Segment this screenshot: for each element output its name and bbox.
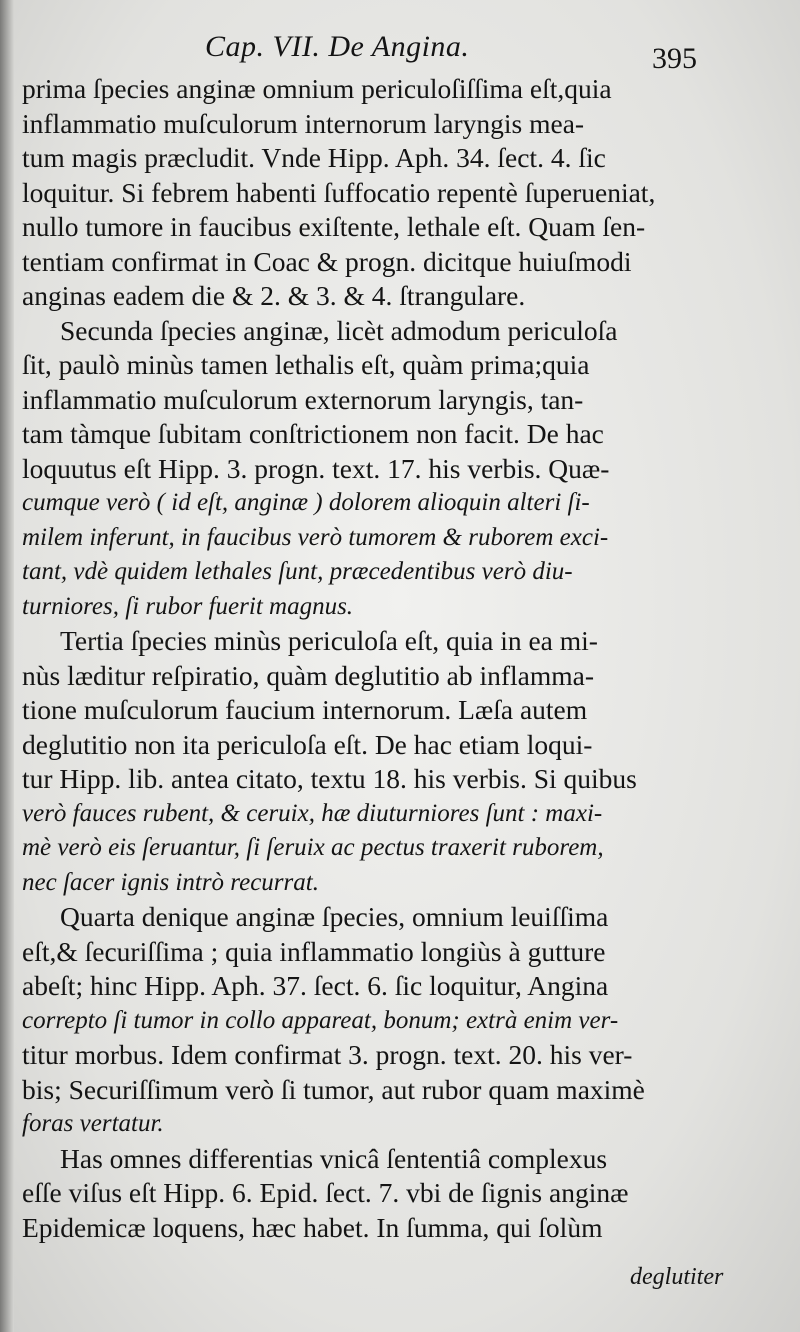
- text-line: deglutitio non ita periculoſa eſt. De hac etiam loqui-: [22, 728, 593, 760]
- page-header: [0, 26, 800, 76]
- text-line: ſit, paulò minùs tamen lethalis eſt, quàm prima;quia: [22, 349, 590, 380]
- paragraph-start-line: Quarta denique anginæ ſpecies, omnium leuiſſima: [60, 901, 609, 932]
- text-line: Epidemicæ loquens, hæc habet. In ſumma, qui ſolùm: [22, 1211, 603, 1243]
- paragraph-start-line: Tertia ſpecies minùs periculoſa eſt, quia in ea mi-: [60, 625, 598, 656]
- text-line: abeſt; hinc Hipp. Aph. 37. ſect. 6. ſic loquitur, Angina: [22, 970, 609, 1001]
- text-line: nullo tumore in faucibus exiſtente, lethale eſt. Quam ſen-: [22, 211, 646, 242]
- running-head: Cap. VII. De Angina.: [205, 30, 470, 63]
- body-text: [22, 72, 740, 1245]
- quotation-line: correpto ſi tumor in collo appareat, bonum; extrà enim ver-: [22, 1006, 619, 1034]
- text-line: inflammatio muſculorum externorum laryngis, tan-: [22, 383, 584, 415]
- text-line: eſſe viſus eſt Hipp. 6. Epid. ſect. 7. vbi de ſignis anginæ: [22, 1177, 629, 1208]
- page-number: 395: [652, 42, 697, 75]
- text-line: prima ſpecies anginæ omnium periculoſiſſima eſt,quia: [22, 73, 612, 104]
- text-line: titur morbus. Idem confirmat 3. progn. text. 20. his ver-: [22, 1039, 633, 1070]
- quotation-line: cumque verò ( id eſt, anginæ ) dolorem alioquin alteri ſi-: [22, 489, 590, 516]
- text-line: eſt,& ſecuriſſima ; quia inflammatio longiùs à gutture: [22, 935, 606, 967]
- quotation-line: milem inferunt, in faucibus verò tumorem & ruborem exci-: [22, 523, 609, 551]
- text-line: loquitur. Si febrem habenti ſuffocatio repentè ſuperueniat,: [22, 176, 656, 208]
- text-line: nùs læditur reſpiratio, quàm deglutitio ab inflamma-: [22, 659, 595, 691]
- text-line: tione muſculorum faucium internorum. Læſa autem: [22, 694, 588, 725]
- quotation-line: verò fauces rubent, & ceruix, hæ diuturniores ſunt : maxi-: [22, 799, 603, 827]
- text-line: tam tàmque ſubitam conſtrictionem non facit. De hac: [22, 418, 604, 449]
- text-line: tentiam confirmat in Coac & progn. dicitque huiuſmodi: [22, 245, 632, 277]
- quotation-line: turniores, ſi rubor fuerit magnus.: [22, 592, 354, 620]
- text-line: tur Hipp. lib. antea citato, textu 18. his verbis. Si quibus: [22, 763, 637, 794]
- quotation-line: mè verò eis ſeruantur, ſi ſeruix ac pectus traxerit ruborem,: [22, 834, 604, 861]
- quotation-line: nec ſacer ignis intrò recurrat.: [22, 868, 319, 896]
- text-line: loquutus eſt Hipp. 3. progn. text. 17. his verbis. Quæ-: [22, 452, 610, 484]
- paragraph-start-line: Has omnes differentias vnicâ ſententiâ complexus: [60, 1142, 608, 1174]
- paragraph-start-line: Secunda ſpecies anginæ, licèt admodum periculoſa: [60, 314, 618, 346]
- page-edge-shadow: [0, 0, 14, 1332]
- text-line: bis; Securiſſimum verò ſi tumor, aut rubor quam maximè: [22, 1073, 645, 1105]
- quotation-line: foras vertatur.: [22, 1110, 164, 1137]
- text-line: inflammatio muſculorum internorum laryngis mea-: [22, 107, 585, 139]
- catchword: deglutiter: [630, 1264, 724, 1290]
- quotation-line: tant, vdè quidem lethales ſunt, præcedentibus verò diu-: [22, 558, 573, 585]
- text-line: anginas eadem die & 2. & 3. & 4. ſtrangulare.: [22, 280, 526, 311]
- text-line: tum magis præcludit. Vnde Hipp. Aph. 34. ſect. 4. ſic: [22, 142, 606, 173]
